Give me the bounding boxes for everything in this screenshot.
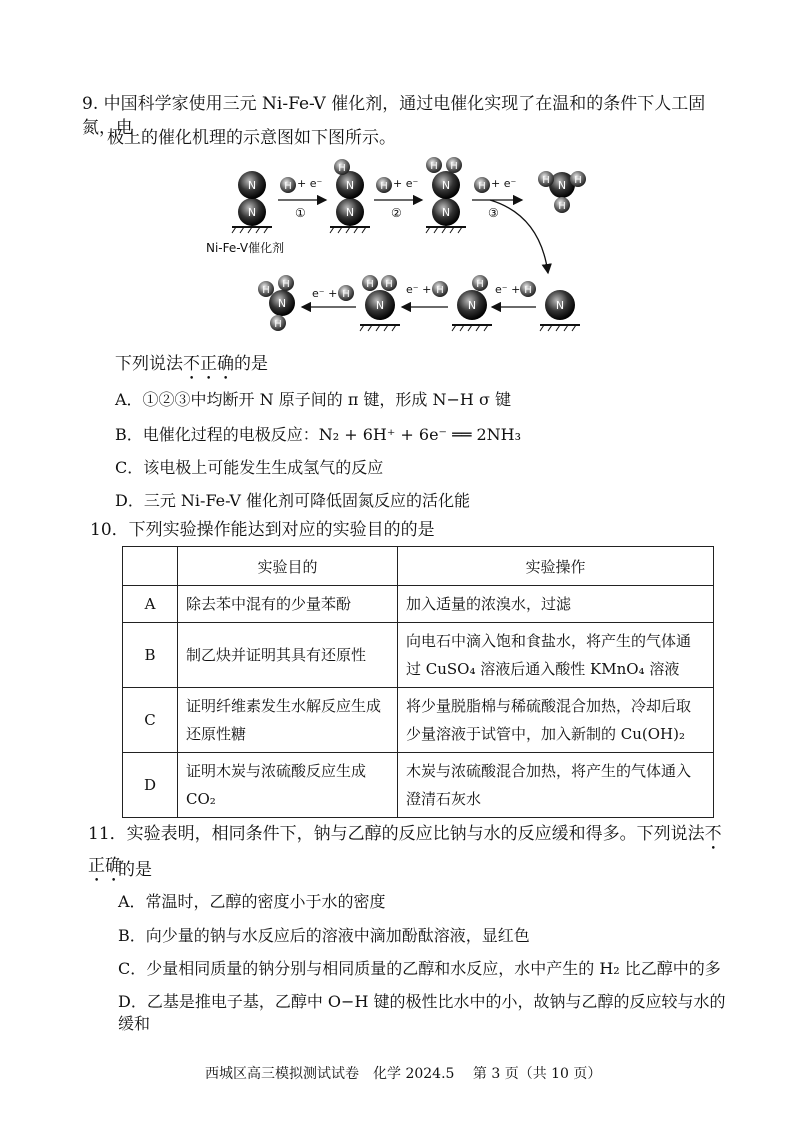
row-op: 木炭与浓硫酸混合加热，将产生的气体通入澄清石灰水 xyxy=(398,753,714,818)
q11-option-b: B．向少量的钠与水反应后的溶液中滴加酚酞溶液，显红色 xyxy=(118,926,530,945)
svg-text:H: H xyxy=(338,163,346,174)
q11-option-a: A．常温时，乙醇的密度小于水的密度 xyxy=(118,892,386,911)
q10-experiment-table xyxy=(122,546,714,818)
row-op: 向电石中滴入饱和食盐水，将产生的气体通过 CuSO₄ 溶液后通入酸性 KMnO₄ 溶液 xyxy=(398,623,714,688)
q9-prompt: 下列说法不正确的是 xyxy=(115,354,268,374)
svg-text:e⁻ +: e⁻ + xyxy=(312,287,338,300)
table-row xyxy=(123,623,714,688)
step1-arrow xyxy=(278,177,326,220)
row-op: 加入适量的浓溴水，过滤 xyxy=(398,586,714,623)
svg-text:N: N xyxy=(375,299,385,312)
bottom-arrow-1 xyxy=(492,281,536,307)
bottom-arrow-3 xyxy=(302,285,356,307)
row-key: D xyxy=(123,753,178,818)
svg-text:N: N xyxy=(555,299,565,312)
header-op: 实验操作 xyxy=(398,547,714,586)
bottom-stage-nh2 xyxy=(360,275,400,331)
row-aim: 证明纤维素发生水解反应生成还原性糖 xyxy=(178,688,398,753)
q9-option-b: B．电催化过程的电极反应：N₂ + 6H⁺ + 6e⁻ ══ 2NH₃ xyxy=(115,425,521,444)
q11-option-d: D．乙基是推电子基，乙醇中 O−H 键的极性比水中的小，故钠与乙醇的反应较与水的缓和 xyxy=(118,992,726,1033)
page-footer: 西城区高三模拟测试试卷 化学 2024.5 第 3 页（共 10 页） xyxy=(205,1066,602,1082)
svg-text:H: H xyxy=(342,289,350,300)
q11-option-c: C．少量相同质量的钠分别与相同质量的乙醇和水反应，水中产生的 H₂ 比乙醇中的多 xyxy=(118,959,721,978)
svg-text:H: H xyxy=(385,279,393,290)
bottom-stage-nh xyxy=(452,275,492,331)
q9-stem-line2: 极上的催化机理的示意图如下图所示。 xyxy=(107,128,396,148)
row-aim: 证明木炭与浓硫酸反应生成 CO₂ xyxy=(178,753,398,818)
row-key: A xyxy=(123,586,178,623)
svg-text:+ e⁻: + e⁻ xyxy=(393,177,419,190)
row-op: 将少量脱脂棉与稀硫酸混合加热，冷却后取少量溶液于试管中，加入新制的 Cu(OH)₂ xyxy=(398,688,714,753)
table-row xyxy=(123,586,714,623)
svg-text:H: H xyxy=(558,201,566,212)
row-key: C xyxy=(123,688,178,753)
svg-text:N: N xyxy=(557,179,567,192)
header-aim: 实验目的 xyxy=(178,547,398,586)
header-key xyxy=(123,547,178,586)
svg-text:+ e⁻: + e⁻ xyxy=(297,177,323,190)
q9-option-a: A．①②③中均断开 N 原子间的 π 键，形成 N−H σ 键 xyxy=(115,390,511,409)
svg-text:N: N xyxy=(467,299,477,312)
q11-stem-line1: 11．实验表明，相同条件下，钠与乙醇的反应比钠与水的反应缓和得多。下列说法不正确 xyxy=(88,824,722,876)
svg-text:N: N xyxy=(345,179,355,192)
row-aim: 制乙炔并证明其具有还原性 xyxy=(178,623,398,688)
svg-text:H: H xyxy=(542,175,550,186)
q9-mechanism-diagram xyxy=(190,155,630,345)
stage3-n2h2 xyxy=(426,157,466,233)
svg-text:H: H xyxy=(274,319,282,330)
row-key: B xyxy=(123,623,178,688)
bottom-arrow-2 xyxy=(402,281,448,307)
svg-text:H: H xyxy=(262,285,270,296)
svg-text:e⁻ +: e⁻ + xyxy=(495,283,521,296)
svg-text:N: N xyxy=(247,206,257,219)
svg-text:N: N xyxy=(277,297,287,310)
svg-text:e⁻ +: e⁻ + xyxy=(406,283,432,296)
svg-text:①: ① xyxy=(295,206,306,220)
q9-number: 9. xyxy=(82,94,99,114)
svg-text:②: ② xyxy=(391,206,402,220)
table-row xyxy=(123,753,714,818)
svg-text:N: N xyxy=(441,206,451,219)
svg-text:H: H xyxy=(476,279,484,290)
step2-arrow xyxy=(374,177,422,220)
svg-text:H: H xyxy=(380,181,388,192)
stage2-n2h xyxy=(330,159,370,233)
svg-text:H: H xyxy=(366,279,374,290)
svg-text:H: H xyxy=(282,279,290,290)
svg-text:H: H xyxy=(430,161,438,172)
released-nh3-bottom xyxy=(258,275,295,331)
svg-text:N: N xyxy=(441,179,451,192)
table-row xyxy=(123,688,714,753)
table-header-row xyxy=(123,547,714,586)
q9-prompt-emphasis: 不正确 xyxy=(183,354,234,374)
step3-arrow xyxy=(472,177,522,220)
q11-stem-line2: 的是 xyxy=(118,860,152,880)
svg-text:H: H xyxy=(284,181,292,192)
bottom-stage-n xyxy=(540,290,580,331)
svg-text:H: H xyxy=(450,161,458,172)
svg-text:N: N xyxy=(247,179,257,192)
q9-stem-text1: 中国科学家使用三元 Ni-Fe-V 催化剂，通过电催化实现了在温和的条件下人工固氮，电 xyxy=(82,94,706,138)
svg-text:N: N xyxy=(345,206,355,219)
svg-text:H: H xyxy=(524,285,532,296)
svg-text:+ e⁻: + e⁻ xyxy=(491,177,517,190)
svg-text:H: H xyxy=(574,175,582,186)
stage1-n2-adsorbed xyxy=(232,171,272,233)
svg-text:③: ③ xyxy=(488,206,499,220)
svg-text:H: H xyxy=(478,181,486,192)
released-nh3-molecule xyxy=(538,171,586,213)
svg-text:H: H xyxy=(436,285,444,296)
q11-prompt-emphasis: 不正确 xyxy=(88,824,722,876)
row-aim: 除去苯中混有的少量苯酚 xyxy=(178,586,398,623)
q10-stem: 10．下列实验操作能达到对应的实验目的的是 xyxy=(90,520,435,540)
q9-option-c: C．该电极上可能发生生成氢气的反应 xyxy=(115,458,384,477)
catalyst-label: Ni-Fe-V催化剂 xyxy=(206,241,285,255)
q9-option-d: D．三元 Ni-Fe-V 催化剂可降低固氮反应的活化能 xyxy=(115,491,471,510)
